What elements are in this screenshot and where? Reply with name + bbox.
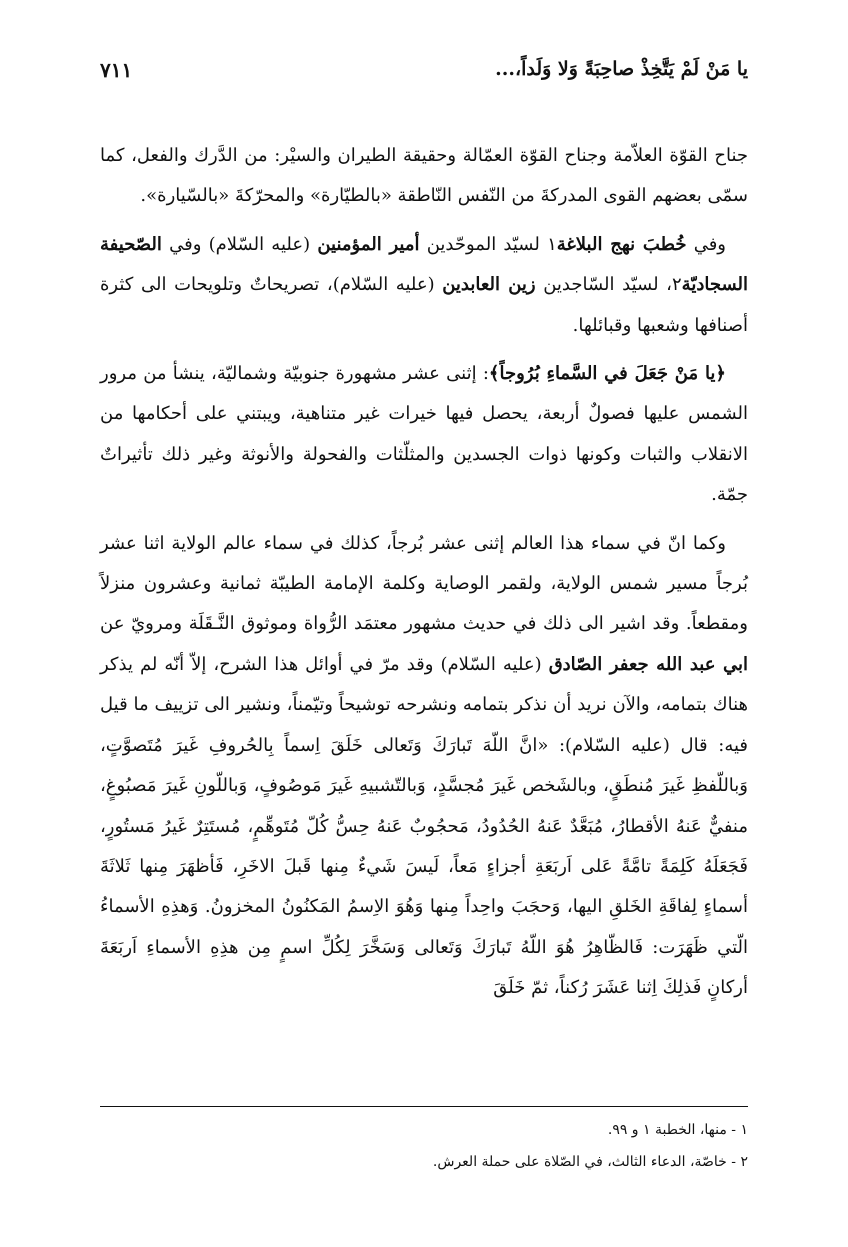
page-number: ٧١١ (100, 58, 133, 82)
paragraph (100, 524, 748, 1009)
text-run: جناح القوّة العلاّمة وجناح القوّة العمّالة وحقيقة الطيران والسيْر: من الدَّرك والفعل، كما سمّى بعضهم القوى المدركةَ من النّفس النّاطقة «بالطيّارة» والمحرّكةَ «بالسّيارة». (100, 145, 748, 207)
text-run: ٢، لسيّد السّاجدين (535, 274, 682, 296)
bold-phrase: ﴿يا مَنْ جَعَلَ في السَّماءِ بُرُوجاً﴾ (488, 363, 726, 385)
footnote-divider (100, 1106, 748, 1107)
footnote: ١ - منها، الخطبة ١ و ٩٩. (607, 1122, 748, 1138)
page-header (100, 58, 748, 92)
bold-phrase: خُطبَ نهج البلاغة (556, 233, 687, 255)
body-text (100, 136, 748, 1017)
text-run: ١ لسيّد الموحّدين (419, 233, 557, 255)
text-run: (عليه السّلام)، تصريحاتٌ وتلويحات الى كثرة أصنافها وشعبها وقبائلها. (100, 274, 748, 336)
paragraph (100, 225, 748, 346)
text-run: (عليه السّلام) وقد مرّ في أوائل هذا الشرح، إلاّ أنّه لم يذكر هناك بتمامه، والآن نريد أن نذكر بتمامه ونشرحه توشيحاً وتيّمناً، ونشير الى تزييف ما قيل فيه: قال (عليه السّلام): «انَّ اللّهَ تَبارَكَ وَتَعالى خَلَقَ اِسماً بِالحُروفِ غَيرَ مُتَصوَّتٍ، وَباللّفظِ غَيرَ مُنطَقٍ، وبالشَخص غَيرَ مُجسَّدٍ، وَبالتّشبيهِ غَيرَ مَوصُوفٍ، وَباللّونِ غَيرَ مَصبُوغٍ، منفيٌّ عَنهُ الأقطارُ، مُبَعَّدٌ عَنهُ الحُدُودُ، مَحجُوبٌ عَنهُ حِسُّ كُلّ مُتَوهِّمٍ، مُستَتِرٌ غَيرُ مَستُورٍ، فَجَعَلَهُ كَلِمَةً تامَّةً عَلى اَربَعَةِ أجزاءٍ مَعاً، لَيسَ شَيءٌ مِنها قَبلَ الاخَرِ، فَأظهَرَ مِنها ثَلاثَةَ أسماءٍ لِفاقَةِ الخَلقِ اليها، وَحجَبَ واحِداً مِنها وَهُوَ الاِسمُ المَكنُونُ المخزونُ. وَهذِهِ الأسماءُ الّتي ظَهَرَت: فَالظّاهِرُ هُوَ اللّهُ تَبارَكَ وَتَعالى وَسَخَّرَ لِكُلِّ اسمٍ مِن هذِهِ الأسماءِ اَربَعَةَ أركانٍ فَذلِكَ اِثنا عَشَرَ رُكناً، ثمّ خَلَقَ (100, 653, 748, 999)
bold-phrase: الصّحيفة السجاديّة (100, 233, 748, 296)
text-run: : إثنى عشر مشهورة جنوبيّة وشماليّة، ينشأ من مرور الشمس عليها فصولٌ أربعة، يحصل فيها خيرات غير متناهية، ويبتني على أحكامها من الانقلاب والثبات وكونها ذوات الجسدين والمثلّثات والفحولة والأنوثة وغير ذلك تأثيراتٌ جمّة. (100, 363, 748, 506)
bold-phrase: أمير المؤمنين (317, 233, 420, 255)
bold-phrase: زين العابدين (442, 274, 536, 296)
footnote: ٢ - خاصّة، الدعاء الثالث، في الصّلاة على حملة العرش. (432, 1154, 748, 1170)
paragraph (100, 136, 748, 217)
running-title: يا مَنْ لَمْ يَتَّخِذْ صاحِبَةً وَلا وَلَداً،... (495, 58, 748, 80)
text-run: وكما انّ في سماء هذا العالم إثنى عشر بُرجاً، كذلك في سماء عالم الولاية اثنا عشر بُرجاً مسير شمس الولاية، ولقمر الوصاية وكلمة الإمامة الطيبّة ثمانية وعشرون منزلاً ومقطعاً. وقد اشير الى ذلك في حديث مشهور معتمَد الرُّواة وموثوق النَّـقَلَة ومرويّ عن (100, 532, 748, 635)
text-run: وفي (686, 233, 727, 255)
paragraph (100, 354, 748, 516)
text-run: (عليه السّلام) وفي (161, 233, 318, 255)
footnotes (100, 1116, 748, 1180)
bold-phrase: ابي عبد الله جعفر الصّادق (548, 653, 748, 675)
